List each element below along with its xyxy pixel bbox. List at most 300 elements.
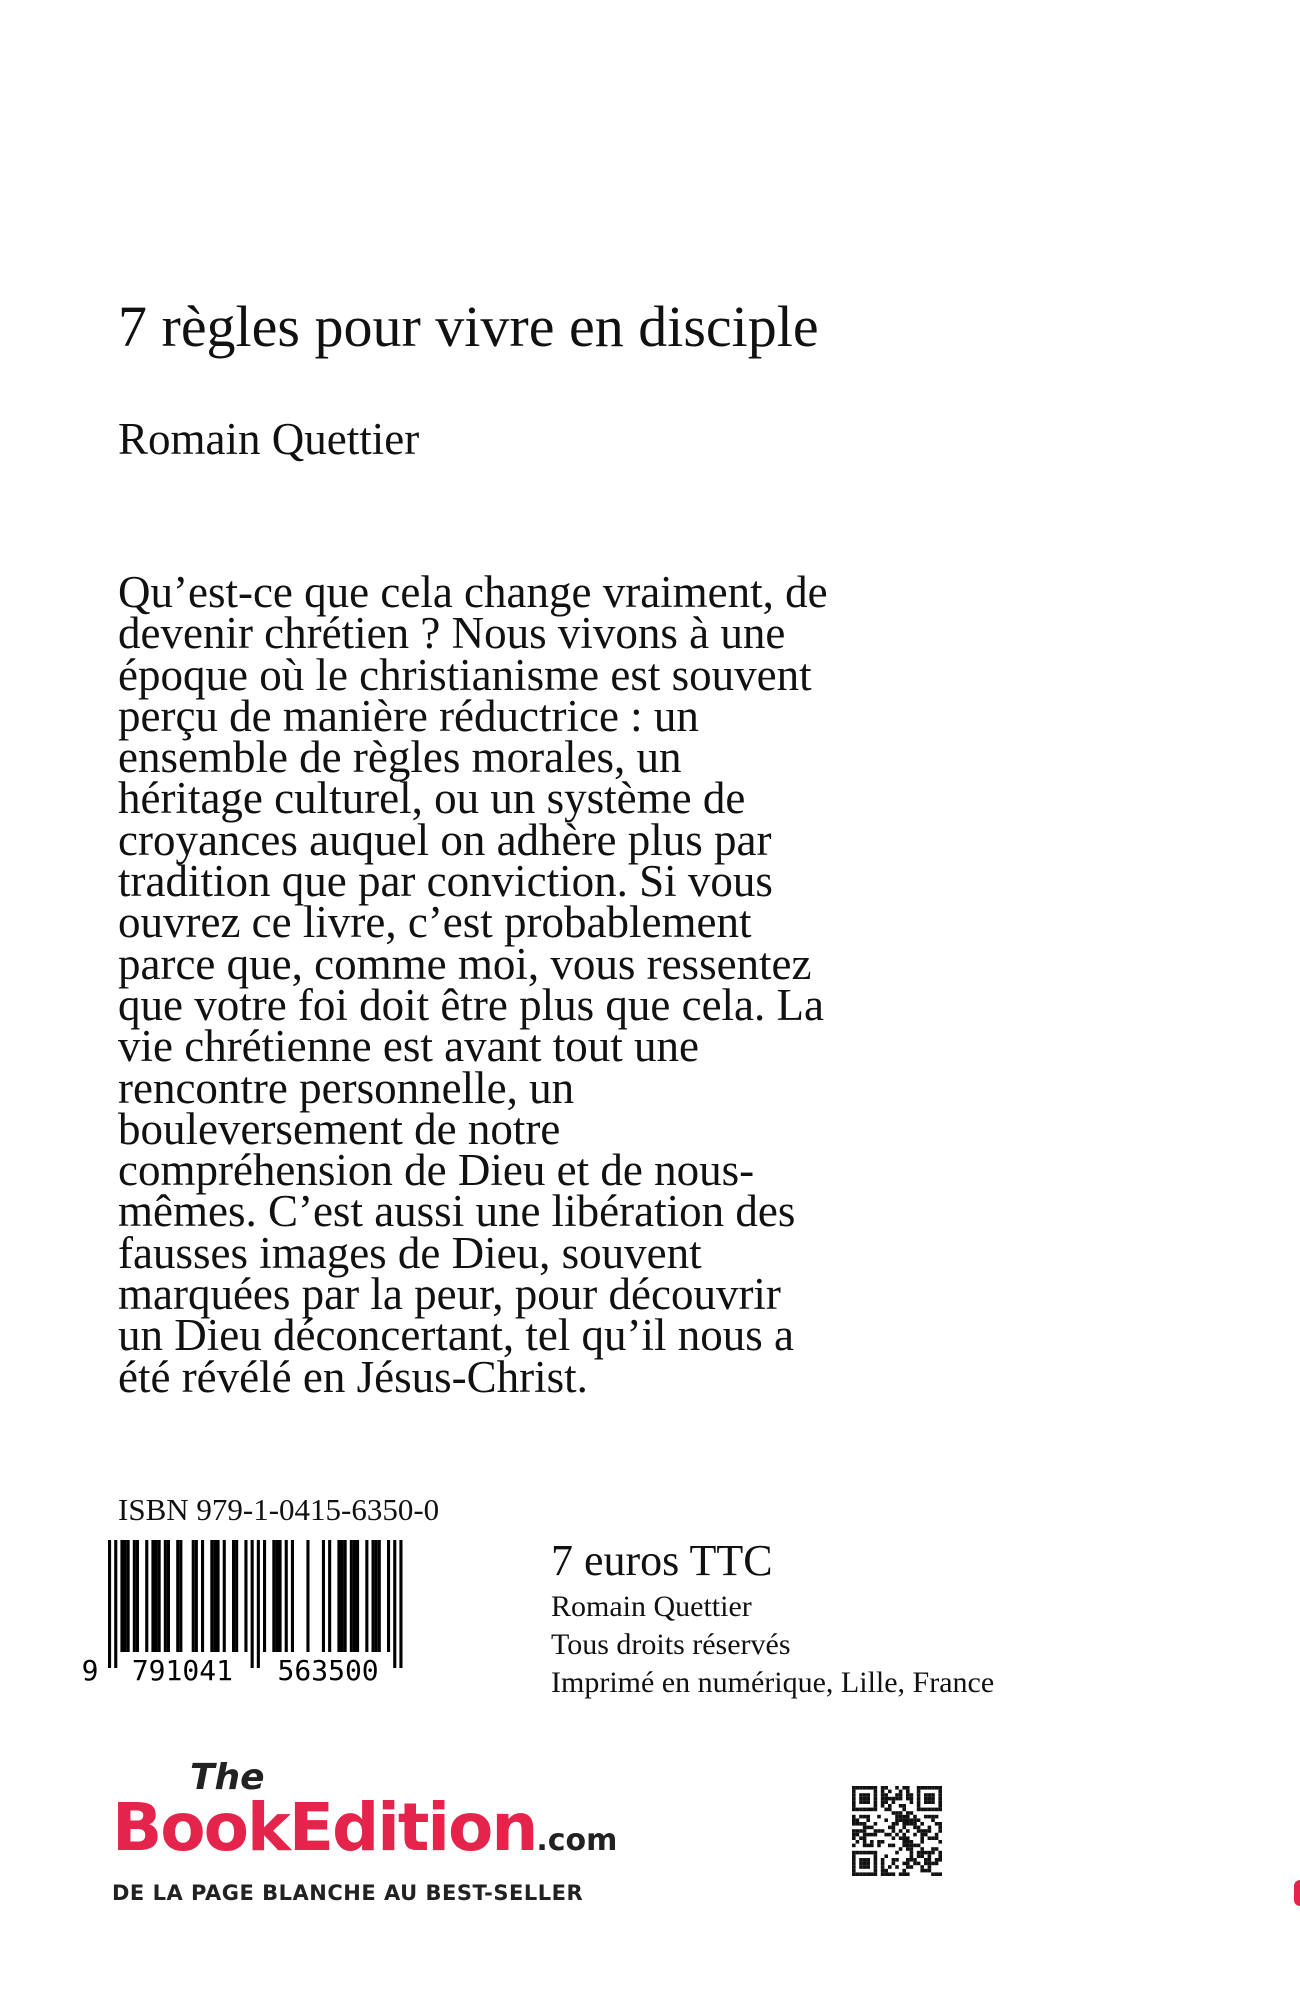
qr-module <box>910 1800 914 1804</box>
qr-module <box>902 1869 906 1873</box>
qr-module <box>895 1815 899 1819</box>
logo-wordmark <box>112 1790 617 1879</box>
qr-module <box>859 1829 863 1833</box>
barcode-bar <box>375 1540 378 1652</box>
qr-module <box>906 1797 910 1801</box>
qr-module <box>852 1862 856 1866</box>
qr-module <box>917 1786 921 1790</box>
qr-module <box>888 1790 892 1794</box>
barcode-bar <box>372 1540 375 1652</box>
qr-module <box>920 1865 924 1869</box>
qr-module <box>888 1865 892 1869</box>
blurb-line: croyances auquel on adhère plus par <box>118 814 772 865</box>
qr-module <box>892 1858 896 1862</box>
qr-module <box>859 1865 863 1869</box>
qr-module <box>906 1847 910 1851</box>
qr-module <box>877 1815 881 1819</box>
qr-module <box>877 1844 881 1848</box>
qr-module <box>928 1793 932 1797</box>
qr-module <box>863 1872 867 1876</box>
qr-module <box>874 1869 878 1873</box>
qr-module <box>931 1847 935 1851</box>
qr-module <box>902 1833 906 1837</box>
qr-module <box>938 1800 942 1804</box>
qr-module <box>899 1872 903 1876</box>
qr-module <box>852 1829 856 1833</box>
qr-module <box>906 1829 910 1833</box>
qr-module <box>874 1872 878 1876</box>
qr-module <box>866 1786 870 1790</box>
qr-module <box>938 1822 942 1826</box>
qr-module <box>917 1797 921 1801</box>
barcode-bar <box>328 1540 331 1652</box>
qr-module <box>859 1872 863 1876</box>
qr-module <box>917 1862 921 1866</box>
qr-module <box>856 1818 860 1822</box>
qr-module <box>895 1786 899 1790</box>
qr-module <box>906 1793 910 1797</box>
qr-module <box>913 1862 917 1866</box>
qr-module <box>920 1847 924 1851</box>
barcode-bar <box>176 1540 179 1652</box>
qr-module <box>928 1808 932 1812</box>
qr-module <box>910 1822 914 1826</box>
qr-module <box>920 1854 924 1858</box>
qr-module <box>870 1844 874 1848</box>
qr-module <box>931 1862 935 1866</box>
qr-module <box>938 1854 942 1858</box>
qr-module <box>910 1847 914 1851</box>
qr-module <box>870 1808 874 1812</box>
barcode-bar <box>244 1540 247 1652</box>
qr-module <box>884 1869 888 1873</box>
copyright-author: Romain Quettier <box>551 1590 752 1623</box>
qr-module <box>863 1851 867 1855</box>
barcode-bar <box>257 1540 260 1668</box>
qr-module <box>895 1833 899 1837</box>
barcode-bar <box>167 1540 170 1652</box>
qr-module <box>866 1826 870 1830</box>
qr-module <box>928 1851 932 1855</box>
qr-module <box>888 1872 892 1876</box>
qr-module <box>917 1800 921 1804</box>
qr-module <box>924 1786 928 1790</box>
qr-module <box>852 1872 856 1876</box>
qr-module <box>863 1858 867 1862</box>
blurb-line: perçu de manière réductrice : un <box>118 690 699 741</box>
qr-module <box>917 1826 921 1830</box>
qr-module <box>874 1851 878 1855</box>
qr-module <box>928 1865 932 1869</box>
qr-module <box>863 1793 867 1797</box>
qr-module <box>913 1826 917 1830</box>
qr-module <box>938 1872 942 1876</box>
qr-module <box>920 1851 924 1855</box>
qr-module <box>931 1836 935 1840</box>
qr-module <box>924 1800 928 1804</box>
qr-module <box>884 1818 888 1822</box>
qr-module <box>938 1840 942 1844</box>
qr-module <box>928 1829 932 1833</box>
qr-module <box>874 1822 878 1826</box>
qr-module <box>928 1815 932 1819</box>
isbn-barcode <box>78 1534 478 1686</box>
barcode-bar <box>195 1540 198 1652</box>
qr-module <box>935 1862 939 1866</box>
qr-module <box>884 1833 888 1837</box>
qr-module <box>902 1826 906 1830</box>
logo-book-text: BookEdition <box>112 1789 537 1866</box>
barcode-bar <box>263 1540 266 1652</box>
qr-module <box>859 1858 863 1862</box>
qr-module <box>913 1858 917 1862</box>
qr-module <box>863 1786 867 1790</box>
logo-com-text: .com <box>536 1823 618 1858</box>
qr-module <box>884 1793 888 1797</box>
qr-module <box>870 1840 874 1844</box>
qr-module <box>892 1800 896 1804</box>
barcode-bar <box>399 1540 402 1668</box>
qr-module <box>881 1869 885 1873</box>
qr-module <box>899 1793 903 1797</box>
barcode-bar <box>151 1540 154 1652</box>
barcode-bar <box>356 1540 359 1652</box>
qr-module <box>895 1793 899 1797</box>
barcode-bar <box>306 1540 309 1652</box>
barcode-bar <box>251 1540 254 1668</box>
qr-module <box>928 1797 932 1801</box>
qr-module <box>874 1808 878 1812</box>
qr-module <box>928 1786 932 1790</box>
qr-module <box>856 1833 860 1837</box>
qr-module <box>852 1833 856 1837</box>
qr-module <box>884 1872 888 1876</box>
qr-module <box>859 1793 863 1797</box>
barcode-bar <box>341 1540 344 1652</box>
barcode-bar <box>393 1540 396 1668</box>
qr-module <box>884 1808 888 1812</box>
qr-module <box>910 1858 914 1862</box>
barcode-bar <box>124 1540 127 1652</box>
qr-module <box>917 1844 921 1848</box>
qr-module <box>938 1826 942 1830</box>
qr-module <box>892 1797 896 1801</box>
qr-module <box>888 1844 892 1848</box>
qr-module <box>881 1840 885 1844</box>
qr-module <box>866 1862 870 1866</box>
qr-module <box>852 1804 856 1808</box>
qr-module <box>924 1808 928 1812</box>
qr-module <box>902 1872 906 1876</box>
barcode-bar <box>344 1540 347 1652</box>
barcode-bar <box>114 1540 117 1668</box>
rights-reserved: Tous droits réservés <box>551 1628 791 1661</box>
qr-module <box>935 1872 939 1876</box>
qr-module <box>938 1804 942 1808</box>
qr-module <box>902 1815 906 1819</box>
qr-module <box>866 1858 870 1862</box>
barcode-bar <box>232 1540 235 1652</box>
qr-module <box>910 1840 914 1844</box>
qr-module <box>863 1833 867 1837</box>
qr-module <box>920 1833 924 1837</box>
qr-module <box>910 1854 914 1858</box>
qr-module <box>899 1815 903 1819</box>
qr-module <box>884 1854 888 1858</box>
barcode-bar <box>213 1540 216 1652</box>
edge-mark <box>1294 1880 1300 1906</box>
qr-module <box>856 1851 860 1855</box>
qr-module <box>863 1826 867 1830</box>
qr-module <box>881 1797 885 1801</box>
qr-module <box>935 1847 939 1851</box>
qr-module <box>852 1808 856 1812</box>
qr-module <box>866 1872 870 1876</box>
qr-module <box>910 1865 914 1869</box>
qr-module <box>881 1804 885 1808</box>
qr-module <box>852 1836 856 1840</box>
qr-module <box>874 1793 878 1797</box>
qr-module <box>852 1865 856 1869</box>
qr-module <box>892 1862 896 1866</box>
qr-module <box>856 1840 860 1844</box>
qr-module <box>888 1833 892 1837</box>
qr-module <box>863 1865 867 1869</box>
back-cover-blurb <box>118 567 1168 1402</box>
qr-module <box>899 1829 903 1833</box>
book-author: Romain Quettier <box>118 414 420 464</box>
qr-module <box>888 1826 892 1830</box>
qr-module <box>852 1793 856 1797</box>
qr-module <box>881 1790 885 1794</box>
qr-module <box>931 1800 935 1804</box>
qr-module <box>888 1808 892 1812</box>
qr-module <box>928 1826 932 1830</box>
qr-module <box>910 1818 914 1822</box>
qr-module <box>899 1836 903 1840</box>
qr-module <box>852 1818 856 1822</box>
qr-module <box>874 1786 878 1790</box>
qr-module <box>928 1854 932 1858</box>
qr-module <box>866 1808 870 1812</box>
qr-module <box>928 1858 932 1862</box>
qr-module <box>852 1858 856 1862</box>
blurb-line: un Dieu déconcertant, tel qu’il nous a <box>118 1310 795 1361</box>
qr-module <box>924 1858 928 1862</box>
qr-module <box>931 1818 935 1822</box>
qr-module <box>881 1786 885 1790</box>
qr-module <box>910 1851 914 1855</box>
blurb-line: parce que, comme moi, vous ressentez <box>118 938 812 989</box>
qr-module <box>892 1836 896 1840</box>
publisher-logo <box>112 1757 712 1930</box>
logo-tagline: DE LA PAGE BLANCHE AU BEST-SELLER <box>112 1881 584 1905</box>
qr-module <box>866 1818 870 1822</box>
qr-module <box>917 1829 921 1833</box>
qr-module <box>852 1869 856 1873</box>
qr-module <box>913 1833 917 1837</box>
qr-module <box>938 1790 942 1794</box>
qr-module <box>859 1862 863 1866</box>
qr-module <box>913 1815 917 1819</box>
qr-module <box>938 1793 942 1797</box>
blurb-line: époque où le christianisme est souvent <box>118 649 812 700</box>
qr-module <box>870 1826 874 1830</box>
qr-module <box>931 1815 935 1819</box>
blurb-line: héritage culturel, ou un système de <box>118 773 746 824</box>
qr-module <box>899 1797 903 1801</box>
qr-module <box>895 1822 899 1826</box>
qr-module <box>931 1872 935 1876</box>
qr-module <box>863 1797 867 1801</box>
blurb-line: devenir chrétien ? Nous vivons à une <box>118 608 786 659</box>
qr-module <box>906 1786 910 1790</box>
logo-the-text: The <box>190 1757 265 1798</box>
qr-module <box>881 1800 885 1804</box>
qr-module <box>863 1800 867 1804</box>
qr-module <box>917 1851 921 1855</box>
qr-module <box>935 1808 939 1812</box>
qr-module <box>863 1815 867 1819</box>
qr-module <box>888 1797 892 1801</box>
qr-module <box>863 1829 867 1833</box>
qr-module <box>866 1800 870 1804</box>
qr-module <box>906 1815 910 1819</box>
qr-module <box>910 1844 914 1848</box>
barcode-bar <box>223 1540 226 1652</box>
qr-module <box>863 1822 867 1826</box>
qr-module <box>866 1844 870 1848</box>
qr-module <box>906 1790 910 1794</box>
qr-module <box>863 1844 867 1848</box>
qr-module <box>917 1790 921 1794</box>
blurb-line: Qu’est-ce que cela change vraiment, de <box>118 567 828 617</box>
qr-module <box>924 1869 928 1873</box>
qr-module <box>852 1800 856 1804</box>
qr-module <box>906 1822 910 1826</box>
qr-module <box>852 1822 856 1826</box>
barcode-digits: 791041 <box>131 1654 233 1686</box>
qr-module <box>920 1822 924 1826</box>
qr-module <box>866 1797 870 1801</box>
qr-module <box>902 1808 906 1812</box>
qr-module <box>902 1786 906 1790</box>
qr-module <box>931 1786 935 1790</box>
qr-module <box>859 1800 863 1804</box>
qr-module <box>906 1836 910 1840</box>
qr-module <box>895 1811 899 1815</box>
qr-module <box>938 1829 942 1833</box>
print-location: Imprimé en numérique, Lille, France <box>551 1666 995 1699</box>
qr-module <box>902 1862 906 1866</box>
qr-module <box>924 1851 928 1855</box>
qr-module <box>906 1840 910 1844</box>
qr-module <box>892 1822 896 1826</box>
qr-module <box>928 1869 932 1873</box>
qr-module <box>906 1844 910 1848</box>
qr-module <box>935 1822 939 1826</box>
qr-module <box>917 1854 921 1858</box>
qr-module <box>938 1808 942 1812</box>
qr-module <box>870 1786 874 1790</box>
qr-module <box>917 1808 921 1812</box>
qr-module <box>920 1808 924 1812</box>
blurb-line: marquées par la peur, pour découvrir <box>118 1269 781 1320</box>
qr-module <box>863 1862 867 1866</box>
barcode-bar <box>145 1540 148 1652</box>
qr-module <box>874 1797 878 1801</box>
blurb-line: mêmes. C’est aussi une libération des <box>118 1186 796 1237</box>
qr-module <box>859 1797 863 1801</box>
barcode-bar <box>387 1540 390 1652</box>
blurb-line: compréhension de Dieu et de nous- <box>118 1145 755 1196</box>
qr-module <box>870 1833 874 1837</box>
qr-module <box>899 1804 903 1808</box>
qr-module <box>852 1790 856 1794</box>
qr-module <box>892 1844 896 1848</box>
qr-module <box>877 1840 881 1844</box>
qr-module <box>931 1808 935 1812</box>
qr-module <box>863 1808 867 1812</box>
qr-module <box>910 1797 914 1801</box>
barcode-digits: 9 <box>81 1654 99 1686</box>
qr-module <box>852 1786 856 1790</box>
qr-module <box>920 1840 924 1844</box>
qr-module <box>935 1815 939 1819</box>
qr-module <box>935 1786 939 1790</box>
qr-module <box>899 1847 903 1851</box>
barcode-bar <box>179 1540 182 1652</box>
blurb-line: ouvrez ce livre, c’est probablement <box>118 897 752 948</box>
barcode-bar <box>275 1540 278 1652</box>
qr-module <box>859 1851 863 1855</box>
qr-module <box>928 1800 932 1804</box>
barcode-bar <box>350 1540 353 1652</box>
qr-module <box>877 1829 881 1833</box>
barcode-bar <box>322 1540 325 1652</box>
barcode-bar <box>108 1540 111 1668</box>
qr-module <box>895 1818 899 1822</box>
qr-module <box>859 1786 863 1790</box>
qr-module <box>924 1862 928 1866</box>
blurb-line: été révélé en Jésus-Christ. <box>118 1351 588 1402</box>
barcode-bar <box>155 1540 158 1652</box>
barcode-bar <box>378 1540 381 1652</box>
qr-module <box>928 1836 932 1840</box>
qr-module <box>874 1804 878 1808</box>
qr-module <box>884 1800 888 1804</box>
qr-module <box>938 1786 942 1790</box>
qr-module <box>874 1800 878 1804</box>
barcode-bar <box>127 1540 130 1652</box>
blurb-line: bouleversement de notre <box>118 1103 561 1154</box>
qr-module <box>906 1872 910 1876</box>
qr-module <box>866 1815 870 1819</box>
qr-module <box>895 1858 899 1862</box>
qr-module <box>881 1793 885 1797</box>
barcode-bar <box>291 1540 294 1652</box>
qr-module <box>881 1872 885 1876</box>
qr-module <box>874 1862 878 1866</box>
qr-module <box>881 1865 885 1869</box>
qr-module <box>856 1786 860 1790</box>
qr-module <box>938 1858 942 1862</box>
qr-module <box>913 1822 917 1826</box>
qr-module <box>899 1818 903 1822</box>
qr-module <box>935 1833 939 1837</box>
qr-module <box>884 1786 888 1790</box>
qr-module <box>910 1793 914 1797</box>
